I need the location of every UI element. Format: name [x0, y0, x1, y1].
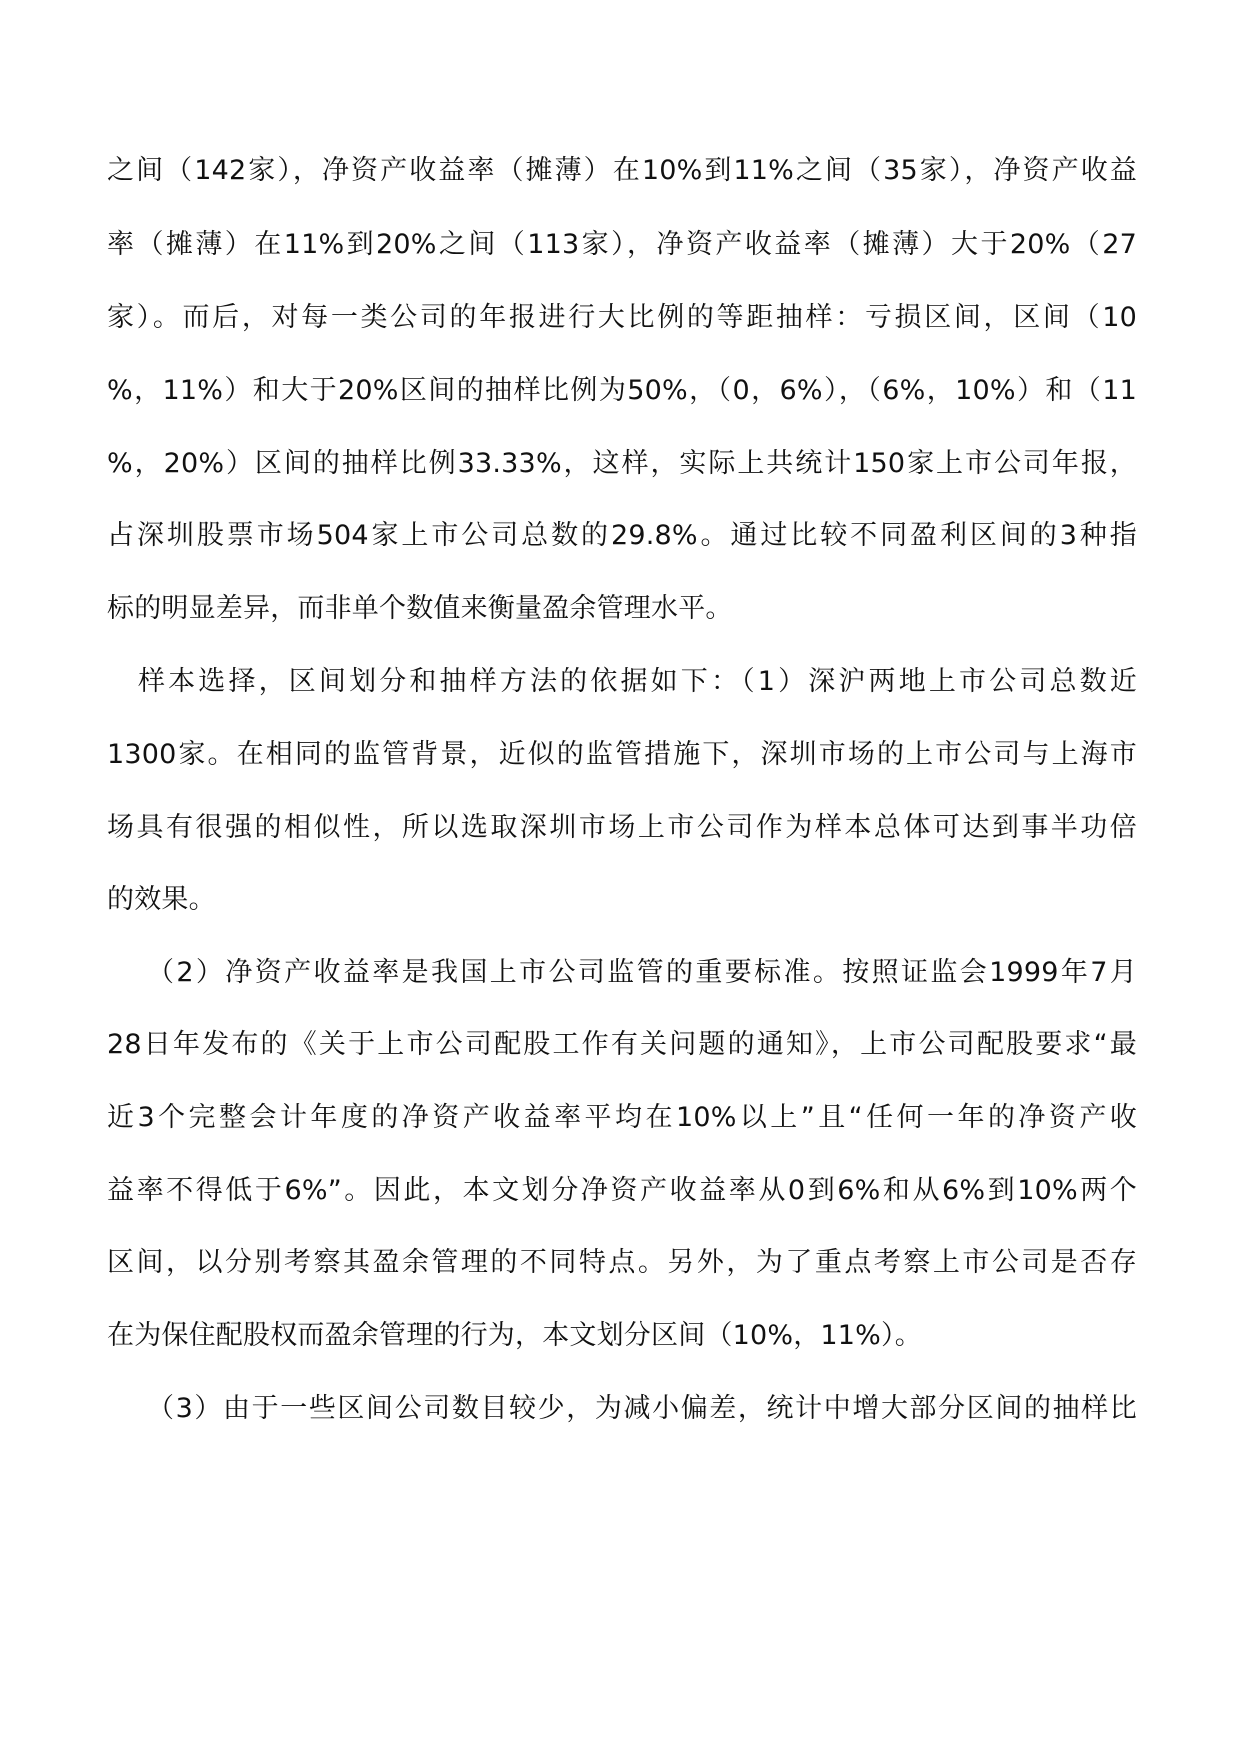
- text-line: 率（摊薄）在11%到20%之间（113家），净资产收益率（摊薄）大于20%（27: [107, 229, 1137, 260]
- text-line: 28日年发布的《关于上市公司配股工作有关问题的通知》，上市公司配股要求“最: [107, 1029, 1137, 1060]
- text-line: 样本选择，区间划分和抽样方法的依据如下：（1）深沪两地上市公司总数近: [138, 666, 1137, 697]
- text-line: 之间（142家），净资产收益率（摊薄）在10%到11%之间（35家），净资产收益: [107, 155, 1137, 186]
- text-line: 在为保住配股权而盈余管理的行为，本文划分区间（10%，11%）。: [107, 1320, 922, 1351]
- text-line: 占深圳股票市场504家上市公司总数的29.8%。通过比较不同盈利区间的3种指: [107, 520, 1137, 551]
- text-line: 近3个完整会计年度的净资产收益率平均在10%以上”且“任何一年的净资产收: [107, 1102, 1137, 1133]
- text-line: 1300家。在相同的监管背景，近似的监管措施下，深圳市场的上市公司与上海市: [107, 739, 1137, 770]
- text-line: （2）净资产收益率是我国上市公司监管的重要标准。按照证监会1999年7月: [147, 957, 1137, 988]
- text-line: 家）。而后，对每一类公司的年报进行大比例的等距抽样：亏损区间，区间（10: [107, 302, 1137, 333]
- text-line: 的效果。: [107, 884, 216, 915]
- text-line: %，20%）区间的抽样比例33.33%，这样，实际上共统计150家上市公司年报，: [107, 448, 1137, 479]
- text-line: %，11%）和大于20%区间的抽样比例为50%，（0，6%），（6%，10%）和（11: [107, 375, 1137, 406]
- text-line: （3）由于一些区间公司数目较少，为减小偏差，统计中增大部分区间的抽样比: [147, 1393, 1137, 1424]
- text-line: 标的明显差异，而非单个数值来衡量盈余管理水平。: [107, 593, 733, 624]
- text-line: 场具有很强的相似性，所以选取深圳市场上市公司作为样本总体可达到事半功倍: [107, 812, 1137, 843]
- text-line: 益率不得低于6%”。因此，本文划分净资产收益率从0到6%和从6%到10%两个: [107, 1175, 1137, 1206]
- text-line: 区间，以分别考察其盈余管理的不同特点。另外，为了重点考察上市公司是否存: [107, 1247, 1137, 1278]
